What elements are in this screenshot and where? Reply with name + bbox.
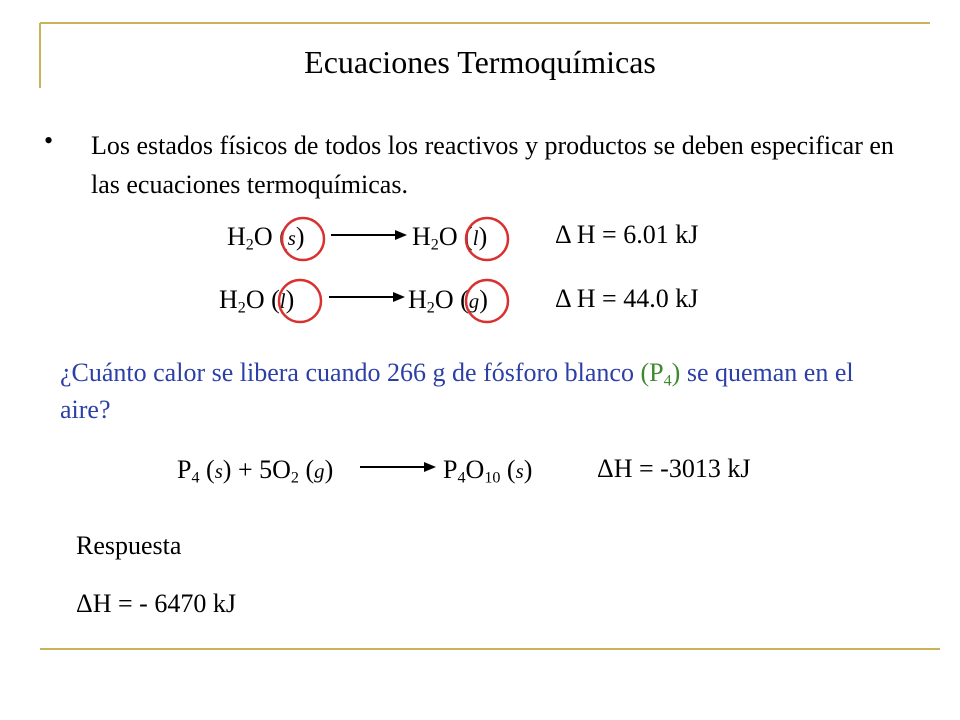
eq3-delta-h: ΔH = -3013 kJ xyxy=(597,454,751,483)
bullet-text: Los estados físicos de todos los reactivos y productos se deben especificar en las ecuaciones termoquímicas. xyxy=(91,131,894,199)
eq1-delta-h: Δ H = 6.01 kJ xyxy=(555,220,699,249)
answer-label: Respuesta xyxy=(76,531,182,560)
slide-title: Ecuaciones Termoquímicas xyxy=(304,44,656,80)
eq3-arrow xyxy=(360,458,436,476)
circle-eq2-g xyxy=(466,280,508,322)
eq2-delta-h: Δ H = 44.0 kJ xyxy=(555,284,699,313)
circle-eq1-l xyxy=(466,218,508,260)
eq3-reactants: $P_4$ $(s) + 5O_2$ (g) xyxy=(177,455,334,487)
answer-value: ΔH = - 6470 kJ xyxy=(76,589,236,618)
eq2-product: $H_2O$ (g) xyxy=(408,285,488,317)
eq3-product: $P_4O_{10}$ (s) xyxy=(443,455,533,487)
circle-eq2-l xyxy=(279,280,321,322)
circle-eq1-s xyxy=(282,218,324,260)
eq1-product: $H_2O$ (l) xyxy=(412,222,488,254)
bullet-dot: • xyxy=(44,126,54,155)
eq1-reactant: $H_2O$ (s) xyxy=(227,222,305,254)
question-text: ¿Cuánto calor se libera cuando 266 g de fósforo blanco $(P_4)$ se queman en el aire? xyxy=(60,358,854,424)
eq2-reactant: $H_2O$ (l) xyxy=(219,285,295,317)
p4-highlight: $(P_4)$ xyxy=(640,358,681,390)
